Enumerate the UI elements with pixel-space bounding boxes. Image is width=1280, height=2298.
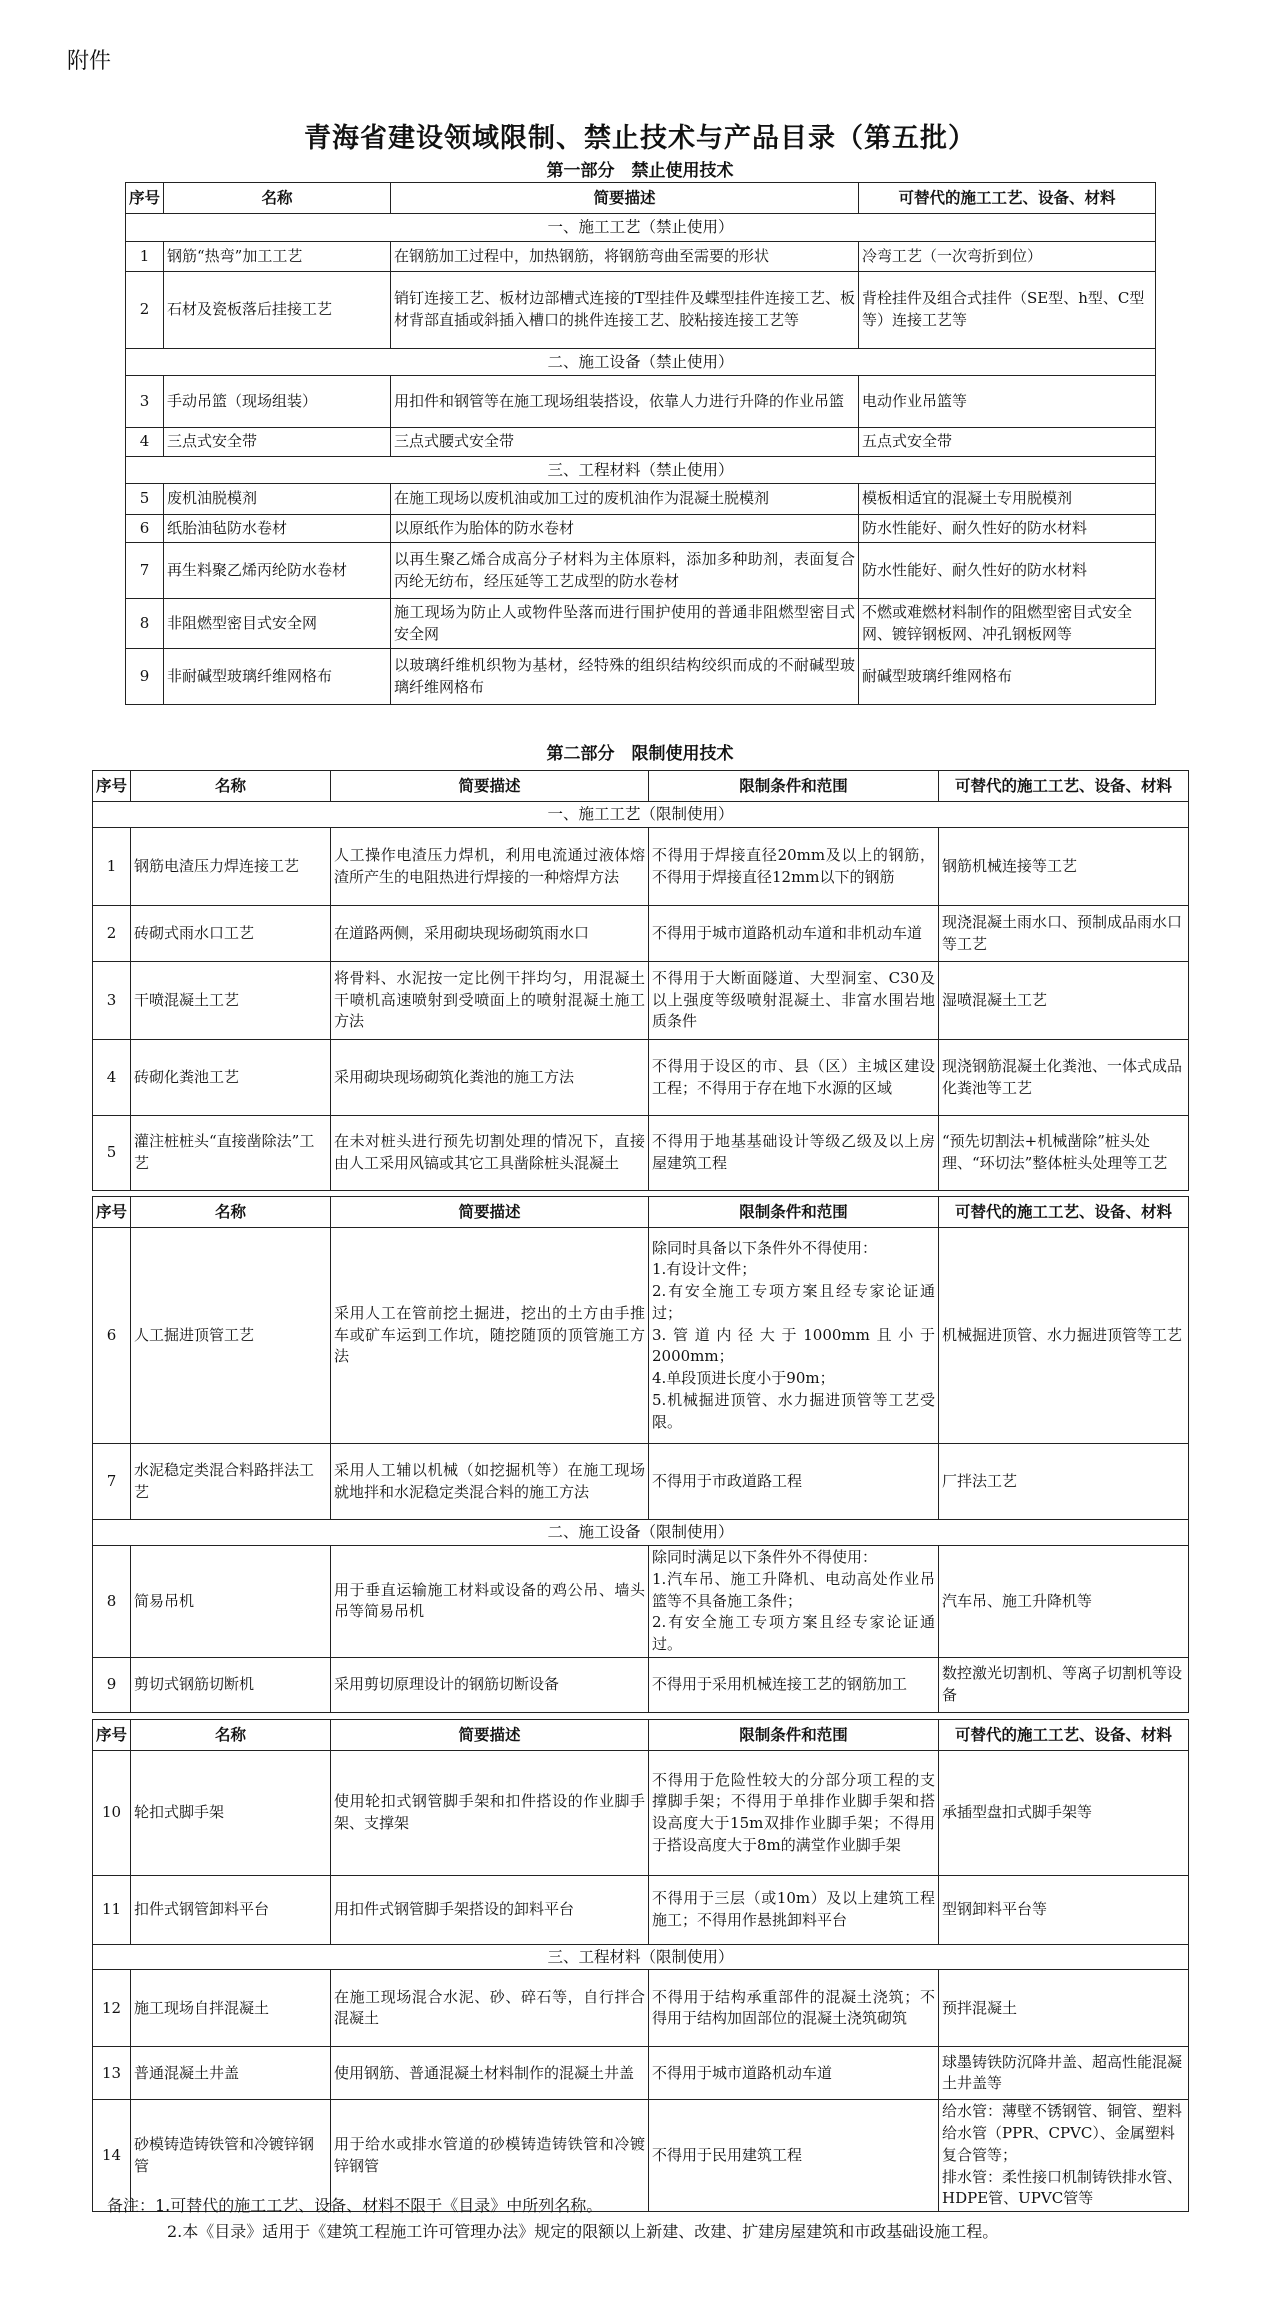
table-header-row [93,1197,1189,1228]
row-name: 废机油脱模剂 [164,484,391,515]
row-desc: 采用剪切原理设计的钢筋切断设备 [331,1657,649,1712]
section-heading: 三、工程材料（禁止使用） [126,457,1156,484]
table-row [93,962,1189,1040]
restricted-tech-table-1 [92,770,1189,1191]
row-alt: 现浇混凝土雨水口、预制成品雨水口等工艺 [939,906,1189,962]
row-limit: 不得用于城市道路机动车道 [649,2047,939,2100]
row-no: 7 [93,1444,131,1520]
row-limit: 不得用于民用建筑工程 [649,2100,939,2212]
row-name: 干喷混凝土工艺 [131,962,331,1040]
row-no: 6 [126,515,164,543]
row-alt: 数控激光切割机、等离子切割机等设备 [939,1657,1189,1712]
header-no: 序号 [93,1720,131,1751]
table-row [126,543,1156,599]
row-alt: 耐碱型玻璃纤维网格布 [859,649,1156,705]
row-no: 2 [93,906,131,962]
document-title: 青海省建设领域限制、禁止技术与产品目录（第五批） [304,123,976,154]
header-limit: 限制条件和范围 [649,771,939,802]
row-no: 9 [126,649,164,705]
header-limit: 限制条件和范围 [649,1197,939,1228]
table-row [126,515,1156,543]
row-desc: 施工现场为防止人或物件坠落而进行围护使用的普通非阻燃型密目式安全网 [391,599,859,649]
row-alt: 预拌混凝土 [939,1970,1189,2047]
table-header-row [93,1720,1189,1751]
header-limit: 限制条件和范围 [649,1720,939,1751]
row-desc: 销钉连接工艺、板材边部槽式连接的T型挂件及蝶型挂件连接工艺、板材背部直插或斜插入槽口的挑件连接工艺、胶粘接连接工艺等 [391,272,859,349]
row-limit: 除同时具备以下条件外不得使用： 1.有设计文件； 2.有安全施工专项方案且经专家论证通过； 3.管道内径大于1000mm且小于2000mm； 4.单段顶进长度小于90m； 5.机械掘进顶管、水力掘进顶管等工艺受限。 [649,1228,939,1444]
row-name: 再生料聚乙烯丙纶防水卷材 [164,543,391,599]
table-row [93,1751,1189,1876]
row-no: 5 [126,484,164,515]
row-alt: 型钢卸料平台等 [939,1876,1189,1945]
row-alt: 防水性能好、耐久性好的防水材料 [859,543,1156,599]
row-desc: 用扣件式钢管脚手架搭设的卸料平台 [331,1876,649,1945]
row-no: 3 [93,962,131,1040]
row-alt: 现浇钢筋混凝土化粪池、一体式成品化粪池等工艺 [939,1040,1189,1116]
table-row [93,2047,1189,2100]
section-heading: 二、施工设备（禁止使用） [126,349,1156,376]
row-desc: 采用砌块现场砌筑化粪池的施工方法 [331,1040,649,1116]
row-name: 非阻燃型密目式安全网 [164,599,391,649]
prohibited-tech-table [125,182,1156,705]
row-name: 石材及瓷板落后挂接工艺 [164,272,391,349]
header-alt: 可替代的施工工艺、设备、材料 [939,1197,1189,1228]
table-row [93,1876,1189,1945]
table-row [93,906,1189,962]
table-row [126,599,1156,649]
header-name: 名称 [164,183,391,214]
row-no: 10 [93,1751,131,1876]
row-desc: 以原纸作为胎体的防水卷材 [391,515,859,543]
row-name: 砂模铸造铸铁管和冷镀锌钢管 [131,2100,331,2212]
row-no: 4 [126,428,164,457]
table-row [126,428,1156,457]
row-name: 钢筋“热弯”加工工艺 [164,242,391,272]
row-no: 8 [93,1546,131,1658]
row-limit: 不得用于地基基础设计等级乙级及以上房屋建筑工程 [649,1116,939,1191]
header-desc: 简要描述 [331,1720,649,1751]
section-heading: 三、工程材料（限制使用） [93,1945,1189,1970]
table-row [93,1657,1189,1712]
row-desc: 用扣件和钢管等在施工现场组装搭设，依靠人力进行升降的作业吊篮 [391,376,859,428]
row-alt: 球墨铸铁防沉降井盖、超高性能混凝土井盖等 [939,2047,1189,2100]
row-limit: 除同时满足以下条件外不得使用： 1.汽车吊、施工升降机、电动高处作业吊篮等不具备施工条件； 2.有安全施工专项方案且经专家论证通过。 [649,1546,939,1658]
row-alt: 防水性能好、耐久性好的防水材料 [859,515,1156,543]
row-name: 扣件式钢管卸料平台 [131,1876,331,1945]
section-heading: 二、施工设备（限制使用） [93,1520,1189,1546]
row-limit: 不得用于城市道路机动车道和非机动车道 [649,906,939,962]
row-no: 14 [93,2100,131,2212]
header-no: 序号 [93,771,131,802]
row-name: 手动吊篮（现场组装） [164,376,391,428]
row-limit: 不得用于市政道路工程 [649,1444,939,1520]
restricted-tech-table-3 [92,1719,1189,2212]
row-alt: 湿喷混凝土工艺 [939,962,1189,1040]
row-alt: 模板相适宜的混凝土专用脱模剂 [859,484,1156,515]
row-no: 2 [126,272,164,349]
table-row [126,272,1156,349]
header-name: 名称 [131,1197,331,1228]
table-row [93,1444,1189,1520]
row-desc: 以玻璃纤维机织物为基材，经特殊的组织结构绞织而成的不耐碱型玻璃纤维网格布 [391,649,859,705]
row-name: 轮扣式脚手架 [131,1751,331,1876]
table-row [93,1040,1189,1116]
row-name: 砖砌化粪池工艺 [131,1040,331,1116]
row-no: 9 [93,1657,131,1712]
row-limit: 不得用于大断面隧道、大型洞室、C30及以上强度等级喷射混凝土、非富水围岩地质条件 [649,962,939,1040]
row-no: 11 [93,1876,131,1945]
table-header-row [126,183,1156,214]
row-desc: 以再生聚乙烯合成高分子材料为主体原料，添加多种助剂，表面复合丙纶无纺布，经压延等工艺成型的防水卷材 [391,543,859,599]
row-no: 12 [93,1970,131,2047]
header-alt: 可替代的施工工艺、设备、材料 [939,771,1189,802]
restricted-tech-table-2 [92,1196,1189,1713]
row-name: 水泥稳定类混合料路拌法工艺 [131,1444,331,1520]
section-heading: 一、施工工艺（禁止使用） [126,214,1156,242]
table-row [93,1970,1189,2047]
row-limit: 不得用于焊接直径20mm及以上的钢筋，不得用于焊接直径12mm以下的钢筋 [649,828,939,906]
row-limit: 不得用于危险性较大的分部分项工程的支撑脚手架；不得用于单排作业脚手架和搭设高度大于15m双排作业脚手架；不得用于搭设高度大于8m的满堂作业脚手架 [649,1751,939,1876]
table-row [126,649,1156,705]
row-alt: “预先切割法+机械凿除”桩头处理、“环切法”整体桩头处理等工艺 [939,1116,1189,1191]
row-desc: 在施工现场以废机油或加工过的废机油作为混凝土脱模剂 [391,484,859,515]
row-name: 非耐碱型玻璃纤维网格布 [164,649,391,705]
row-no: 13 [93,2047,131,2100]
row-alt: 机械掘进顶管、水力掘进顶管等工艺 [939,1228,1189,1444]
row-alt: 背栓挂件及组合式挂件（SE型、h型、C型等）连接工艺等 [859,272,1156,349]
row-limit: 不得用于设区的市、县（区）主城区建设工程；不得用于存在地下水源的区域 [649,1040,939,1116]
row-name: 简易吊机 [131,1546,331,1658]
row-desc: 采用人工在管前挖土掘进，挖出的土方由手推车或矿车运到工作坑，随挖随顶的顶管施工方法 [331,1228,649,1444]
row-desc: 将骨料、水泥按一定比例干拌均匀，用混凝土干喷机高速喷射到受喷面上的喷射混凝土施工方法 [331,962,649,1040]
header-alt: 可替代的施工工艺、设备、材料 [859,183,1156,214]
row-desc: 使用钢筋、普通混凝土材料制作的混凝土井盖 [331,2047,649,2100]
table-row [126,376,1156,428]
part1-title: 第一部分 禁止使用技术 [546,161,734,181]
row-name: 钢筋电渣压力焊连接工艺 [131,828,331,906]
row-name: 纸胎油毡防水卷材 [164,515,391,543]
row-desc: 三点式腰式安全带 [391,428,859,457]
row-no: 1 [93,828,131,906]
section-heading: 一、施工工艺（限制使用） [93,802,1189,828]
row-name: 人工掘进顶管工艺 [131,1228,331,1444]
row-no: 8 [126,599,164,649]
part2-title: 第二部分 限制使用技术 [546,744,734,764]
note-line-1: 备注：1.可替代的施工工艺、设备、材料不限于《目录》中所列名称。 [107,2196,603,2215]
row-no: 3 [126,376,164,428]
row-alt: 不燃或难燃材料制作的阻燃型密目式安全网、镀锌钢板网、冲孔钢板网等 [859,599,1156,649]
note-line-2: 2.本《目录》适用于《建筑工程施工许可管理办法》规定的限额以上新建、改建、扩建房屋建筑和市政基础设施工程。 [167,2222,999,2242]
row-no: 4 [93,1040,131,1116]
header-no: 序号 [93,1197,131,1228]
row-no: 6 [93,1228,131,1444]
row-no: 5 [93,1116,131,1191]
header-desc: 简要描述 [391,183,859,214]
row-desc: 采用人工辅以机械（如挖掘机等）在施工现场就地拌和水泥稳定类混合料的施工方法 [331,1444,649,1520]
table-row [126,484,1156,515]
row-no: 7 [126,543,164,599]
row-name: 砖砌式雨水口工艺 [131,906,331,962]
row-no: 1 [126,242,164,272]
row-limit: 不得用于三层（或10m）及以上建筑工程施工；不得用作悬挑卸料平台 [649,1876,939,1945]
table-row [93,1546,1189,1658]
row-desc: 在钢筋加工过程中，加热钢筋，将钢筋弯曲至需要的形状 [391,242,859,272]
row-desc: 在施工现场混合水泥、砂、碎石等，自行拌合混凝土 [331,1970,649,2047]
row-limit: 不得用于结构承重部件的混凝土浇筑；不得用于结构加固部位的混凝土浇筑砌筑 [649,1970,939,2047]
row-name: 普通混凝土井盖 [131,2047,331,2100]
row-alt: 电动作业吊篮等 [859,376,1156,428]
header-desc: 简要描述 [331,771,649,802]
row-alt: 给水管：薄壁不锈钢管、铜管、塑料给水管（PPR、CPVC）、金属塑料复合管等； 排水管：柔性接口机制铸铁排水管、HDPE管、UPVC管等 [939,2100,1189,2212]
header-name: 名称 [131,1720,331,1751]
row-desc: 在未对桩头进行预先切割处理的情况下，直接由人工采用风镐或其它工具凿除桩头混凝土 [331,1116,649,1191]
row-desc: 用于给水或排水管道的砂模铸造铸铁管和冷镀锌钢管 [331,2100,649,2212]
row-limit: 不得用于采用机械连接工艺的钢筋加工 [649,1657,939,1712]
row-alt: 钢筋机械连接等工艺 [939,828,1189,906]
row-alt: 五点式安全带 [859,428,1156,457]
notes [107,2193,998,2246]
table-row [93,828,1189,906]
row-name: 施工现场自拌混凝土 [131,1970,331,2047]
row-desc: 使用轮扣式钢管脚手架和扣件搭设的作业脚手架、支撑架 [331,1751,649,1876]
row-desc: 在道路两侧，采用砌块现场砌筑雨水口 [331,906,649,962]
table-row [126,242,1156,272]
row-alt: 冷弯工艺（一次弯折到位） [859,242,1156,272]
table-row [93,1116,1189,1191]
header-desc: 简要描述 [331,1197,649,1228]
attachment-label: 附件 [67,49,112,74]
row-alt: 汽车吊、施工升降机等 [939,1546,1189,1658]
row-desc: 人工操作电渣压力焊机，利用电流通过液体熔渣所产生的电阻热进行焊接的一种熔焊方法 [331,828,649,906]
table-header-row [93,771,1189,802]
row-name: 灌注桩桩头“直接凿除法”工艺 [131,1116,331,1191]
header-name: 名称 [131,771,331,802]
row-alt: 承插型盘扣式脚手架等 [939,1751,1189,1876]
header-no: 序号 [126,183,164,214]
row-name: 剪切式钢筋切断机 [131,1657,331,1712]
row-alt: 厂拌法工艺 [939,1444,1189,1520]
table-row [93,1228,1189,1444]
header-alt: 可替代的施工工艺、设备、材料 [939,1720,1189,1751]
row-desc: 用于垂直运输施工材料或设备的鸡公吊、墙头吊等简易吊机 [331,1546,649,1658]
row-name: 三点式安全带 [164,428,391,457]
